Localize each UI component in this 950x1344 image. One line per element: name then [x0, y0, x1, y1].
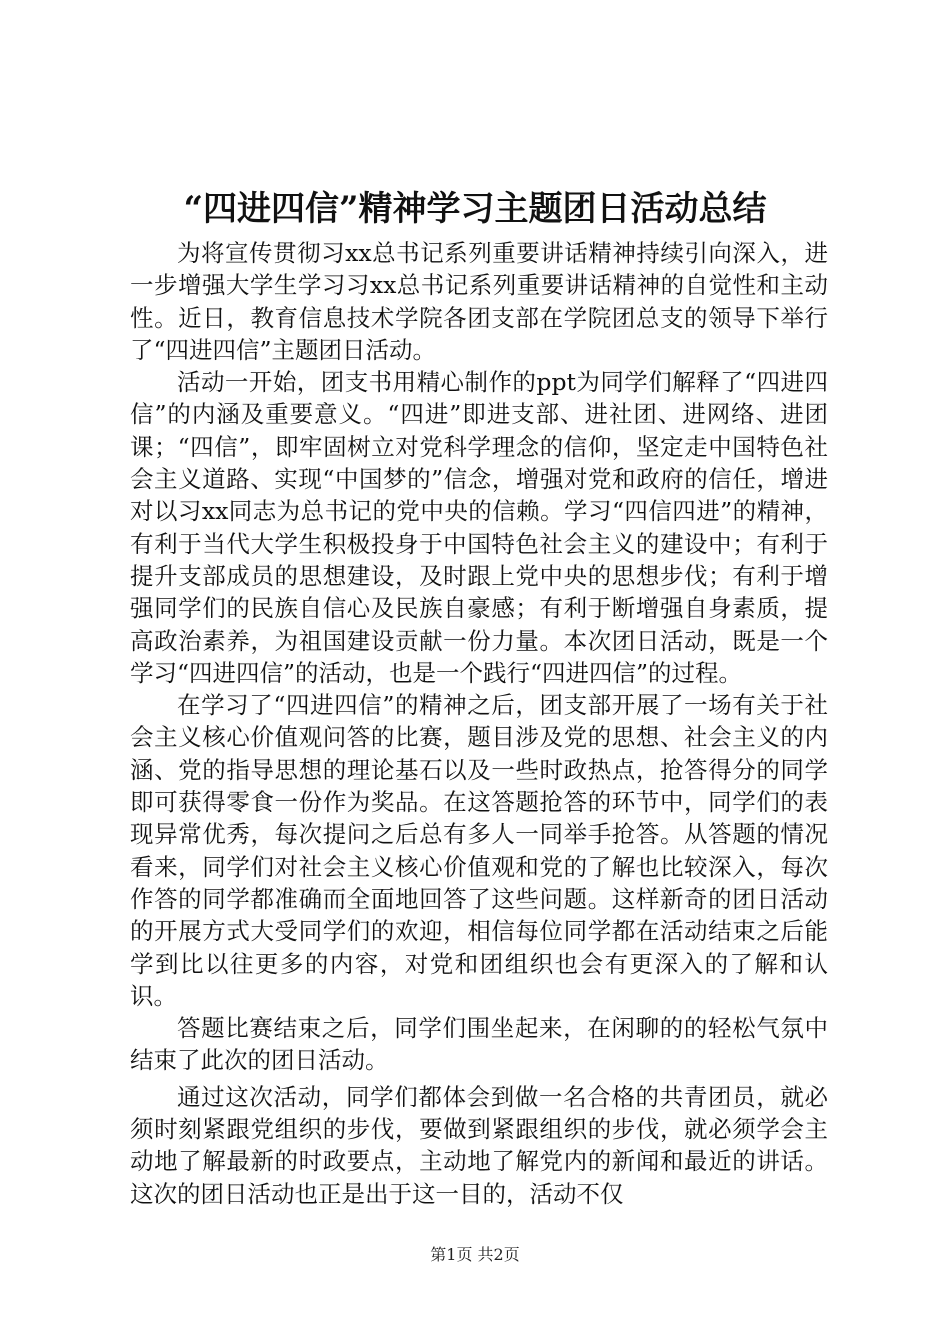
paragraph-reflection: 通过这次活动，同学们都体会到做一名合格的共青团员，就必须时刻紧跟党组织的步伐，要做到紧跟组织的步伐，就必须学会主动地了解最新的时政要点，主动地了解党内的新闻和最近的讲话。这次的团日活动也正是出于这一目的，活动不仅	[130, 1082, 828, 1208]
paragraph-activity-start: 活动一开始，团支书用精心制作的ppt为同学们解释了“四进四信”的内涵及重要意义。“四进”即进支部、进社团、进网络、进团课；“四信”，即牢固树立对党科学理念的信仰，坚定走中国特色社会主义道路、实现“中国梦的”信念，增强对党和政府的信任，增进对以习xx同志为总书记的党中央的信赖。学习“四信四进”的精神，有利于当代大学生积极投身于中国特色社会主义的建设中；有利于提升支部成员的思想建设，及时跟上党中央的思想步伐；有利于增强同学们的民族自信心及民族自豪感；有利于断增强自身素质，提高政治素养，为祖国建设贡献一份力量。本次团日活动，既是一个学习“四进四信”的活动，也是一个践行“四进四信”的过程。	[130, 368, 828, 687]
paragraph-intro: 为将宣传贯彻习xx总书记系列重要讲话精神持续引向深入，进一步增强大学生学习习xx总书记系列重要讲话精神的自觉性和主动性。近日，教育信息技术学院各团支部在学院团总支的领导下举行了“四进四信”主题团日活动。	[130, 239, 828, 364]
paragraph-ending: 答题比赛结束之后，同学们围坐起来，在闲聊的的轻松气氛中结束了此次的团日活动。	[130, 1014, 828, 1075]
document-body	[130, 237, 828, 1210]
document-title: “四进四信”精神学习主题团日活动总结	[183, 189, 767, 229]
page-number: 第1页 共2页	[430, 1245, 520, 1264]
paragraph-quiz: 在学习了“四进四信”的精神之后，团支部开展了一场有关于社会主义核心价值观问答的比赛，题目涉及党的思想、社会主义的内涵、党的指导思想的理论基石以及一些时政热点，抢答得分的同学即可获得零食一份作为奖品。在这答题抢答的环节中，同学们的表现异常优秀，每次提问之后总有多人一同举手抢答。从答题的情况看来，同学们对社会主义核心价值观和党的了解也比较深入，每次作答的同学都准确而全面地回答了这些问题。这样新奇的团日活动的开展方式大受同学们的欢迎，相信每位同学都在活动结束之后能学到比以往更多的内容，对党和团组织也会有更深入的了解和认识。	[130, 691, 828, 1010]
